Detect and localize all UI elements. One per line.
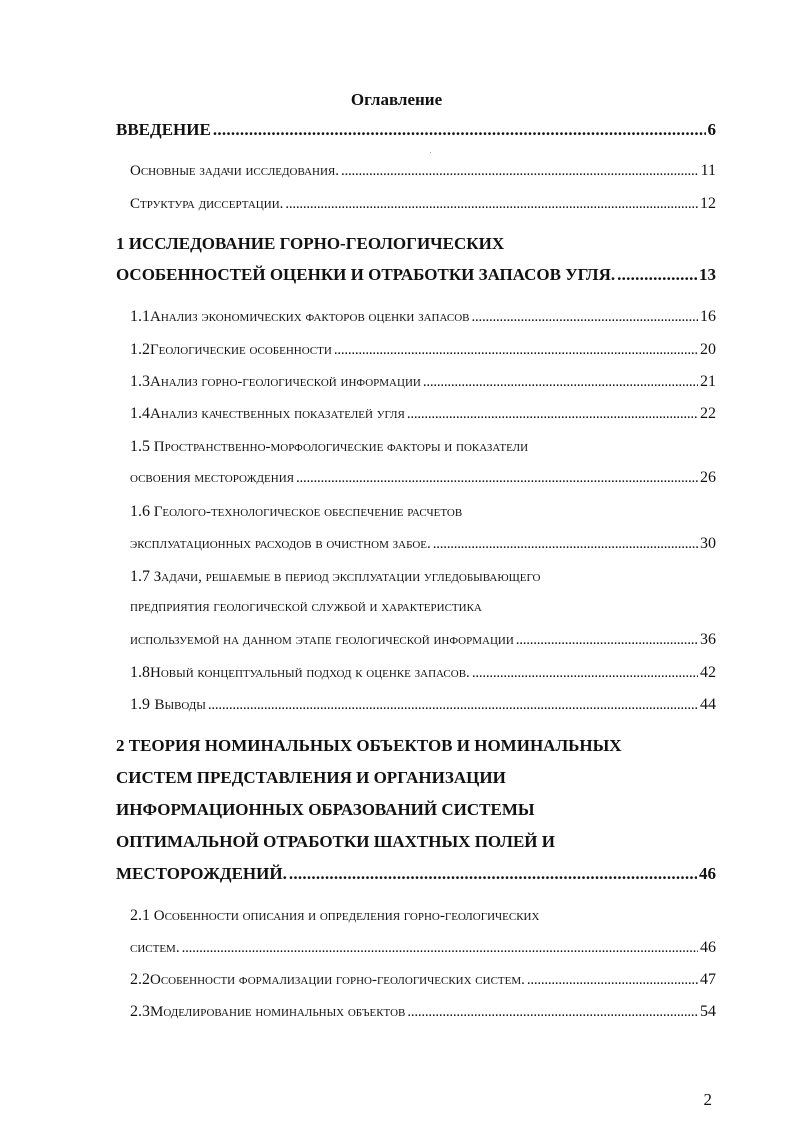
leader-dots [285, 196, 698, 213]
toc-chapter-title: ОПТИМАЛЬНОЙ ОТРАБОТКИ ШАХТНЫХ ПОЛЕЙ И [116, 832, 555, 851]
toc-entry-intro-sub-1[interactable] [130, 162, 716, 180]
toc-entry-page: 30 [700, 535, 716, 552]
leader-dots [472, 309, 698, 326]
leader-dots [213, 120, 706, 140]
leader-dots [516, 632, 698, 649]
toc-section-label: используемой на данном этапе геологической информации [130, 632, 514, 648]
toc-section-1-7-line3[interactable] [130, 631, 716, 649]
toc-chapter-title: ТЕОРИЯ НОМИНАЛЬНЫХ ОБЪЕКТОВ И НОМИНАЛЬНЫХ [128, 736, 622, 755]
toc-chapter-1-line2[interactable] [116, 265, 716, 285]
toc-section-number: 1.8 [130, 664, 150, 681]
leader-dots [423, 374, 698, 391]
toc-chapter-title: СИСТЕМ ПРЕДСТАВЛЕНИЯ И ОРГАНИЗАЦИИ [116, 768, 506, 787]
toc-section-label: Особенности формализации горно-геологических систем. [150, 972, 525, 988]
toc-chapter-title: ОСОБЕННОСТЕЙ ОЦЕНКИ И ОТРАБОТКИ ЗАПАСОВ УГЛЯ. [116, 265, 616, 284]
toc-section-label: Моделирование номинальных объектов [150, 1004, 406, 1020]
leader-dots [182, 940, 698, 957]
toc-section-2-3[interactable] [130, 1003, 716, 1021]
toc-section-number: 1.1 [130, 308, 150, 325]
toc-section-number: 1.7 [130, 568, 150, 585]
toc-section-number: 1.5 [130, 438, 150, 455]
toc-section-label: освоения месторождения [130, 470, 294, 486]
toc-chapter-2-line2[interactable] [116, 768, 506, 788]
toc-section-label: Анализ качественных показателей угля [150, 406, 405, 422]
toc-section-2-1-line2[interactable] [130, 939, 716, 957]
leader-dots [407, 406, 698, 423]
toc-entry-page: 20 [700, 341, 716, 358]
toc-entry-page: 46 [699, 864, 716, 883]
toc-chapter-2-line5[interactable] [116, 864, 716, 884]
toc-section-1-7-line2[interactable] [130, 599, 482, 616]
toc-section-2-2[interactable] [130, 971, 716, 989]
toc-section-1-4[interactable] [130, 405, 716, 423]
page-number: 2 [703, 1090, 712, 1109]
toc-entry-page: 12 [700, 195, 716, 212]
toc-section-1-2[interactable] [130, 341, 716, 359]
toc-section-1-7-line1[interactable] [130, 568, 541, 586]
toc-section-label: систем. [130, 940, 180, 956]
toc-entry-intro-sub-2[interactable] [130, 195, 716, 213]
leader-dots [527, 972, 698, 989]
toc-section-label: эксплуатационных расходов в очистном забое. [130, 536, 431, 552]
leader-dots [433, 536, 698, 553]
toc-chapter-title: ИССЛЕДОВАНИЕ ГОРНО-ГЕОЛОГИЧЕСКИХ [128, 234, 505, 253]
toc-entry-page: 26 [700, 469, 716, 486]
toc-section-label: Пространственно-морфологические факторы и показатели [153, 439, 529, 455]
toc-chapter-2-line4[interactable] [116, 832, 555, 852]
toc-section-label: Анализ экономических факторов оценки запасов [150, 309, 470, 325]
toc-section-label: предприятия геологической службой и характеристика [130, 599, 482, 615]
toc-entry-page: 36 [700, 631, 716, 648]
toc-entry-page: 47 [700, 971, 716, 988]
toc-section-number: 1.4 [130, 405, 150, 422]
toc-section-2-1-line1[interactable] [130, 907, 539, 925]
toc-entry-page: 54 [700, 1003, 716, 1020]
toc-chapter-number: 2 [116, 736, 125, 755]
toc-entry-page: 22 [700, 405, 716, 422]
toc-entry-label: Структура диссертации. [130, 196, 284, 212]
toc-entry-page: 6 [707, 120, 716, 139]
toc-section-number: 2.3 [130, 1003, 150, 1020]
toc-section-1-5-line2[interactable] [130, 469, 716, 487]
toc-section-label: Выводы [154, 697, 206, 713]
toc-section-number: 1.2 [130, 341, 150, 358]
leader-dots [407, 1004, 698, 1021]
toc-section-number: 2.1 [130, 907, 150, 924]
toc-section-1-1[interactable] [130, 308, 716, 326]
toc-entry-page: 16 [700, 308, 716, 325]
toc-section-1-6-line2[interactable] [130, 535, 716, 553]
leader-dots [208, 697, 698, 714]
scan-speck [430, 152, 431, 153]
toc-entry-label: Основные задачи исследования. [130, 163, 340, 179]
toc-section-label: Задачи, решаемые в период эксплуатации угледобывающего [153, 569, 541, 585]
toc-section-1-6-line1[interactable] [130, 503, 462, 521]
toc-chapter-title: ИНФОРМАЦИОННЫХ ОБРАЗОВАНИЙ СИСТЕМЫ [116, 800, 535, 819]
toc-section-1-5-line1[interactable] [130, 438, 528, 456]
toc-section-label: Новый концептуальный подход к оценке запасов. [150, 665, 470, 681]
toc-chapter-number: 1 [116, 234, 125, 253]
toc-section-number: 1.6 [130, 503, 150, 520]
toc-entry-page: 13 [699, 265, 716, 284]
leader-dots [296, 470, 698, 487]
toc-entry-page: 21 [700, 373, 716, 390]
leader-dots [341, 163, 699, 180]
leader-dots [289, 864, 697, 884]
toc-chapter-title: МЕСТОРОЖДЕНИЙ. [116, 864, 287, 883]
toc-entry-label: ВВЕДЕНИЕ [116, 120, 211, 139]
toc-section-label: Анализ горно-геологической информации [150, 374, 421, 390]
toc-entry-intro[interactable] [116, 120, 716, 140]
toc-section-number: 2.2 [130, 971, 150, 988]
toc-entry-page: 11 [700, 162, 716, 179]
toc-section-label: Особенности описания и определения горно-геологических [153, 908, 540, 924]
toc-section-1-8[interactable] [130, 664, 716, 682]
toc-section-1-9[interactable] [130, 696, 716, 714]
toc-entry-page: 46 [700, 939, 716, 956]
toc-section-number: 1.3 [130, 373, 150, 390]
leader-dots [334, 342, 698, 359]
toc-section-1-3[interactable] [130, 373, 716, 391]
toc-entry-page: 44 [700, 696, 716, 713]
leader-dots [617, 265, 697, 285]
leader-dots [472, 665, 698, 682]
toc-chapter-2-line1[interactable] [116, 736, 622, 756]
toc-section-label: Геологические особенности [150, 342, 332, 358]
toc-section-label: Геолого-технологическое обеспечение расчетов [153, 504, 463, 520]
toc-section-number: 1.9 [130, 696, 150, 713]
toc-entry-page: 42 [700, 664, 716, 681]
toc-chapter-1-line1[interactable] [116, 234, 504, 254]
toc-title: Оглавление [350, 90, 443, 109]
toc-chapter-2-line3[interactable] [116, 800, 535, 820]
